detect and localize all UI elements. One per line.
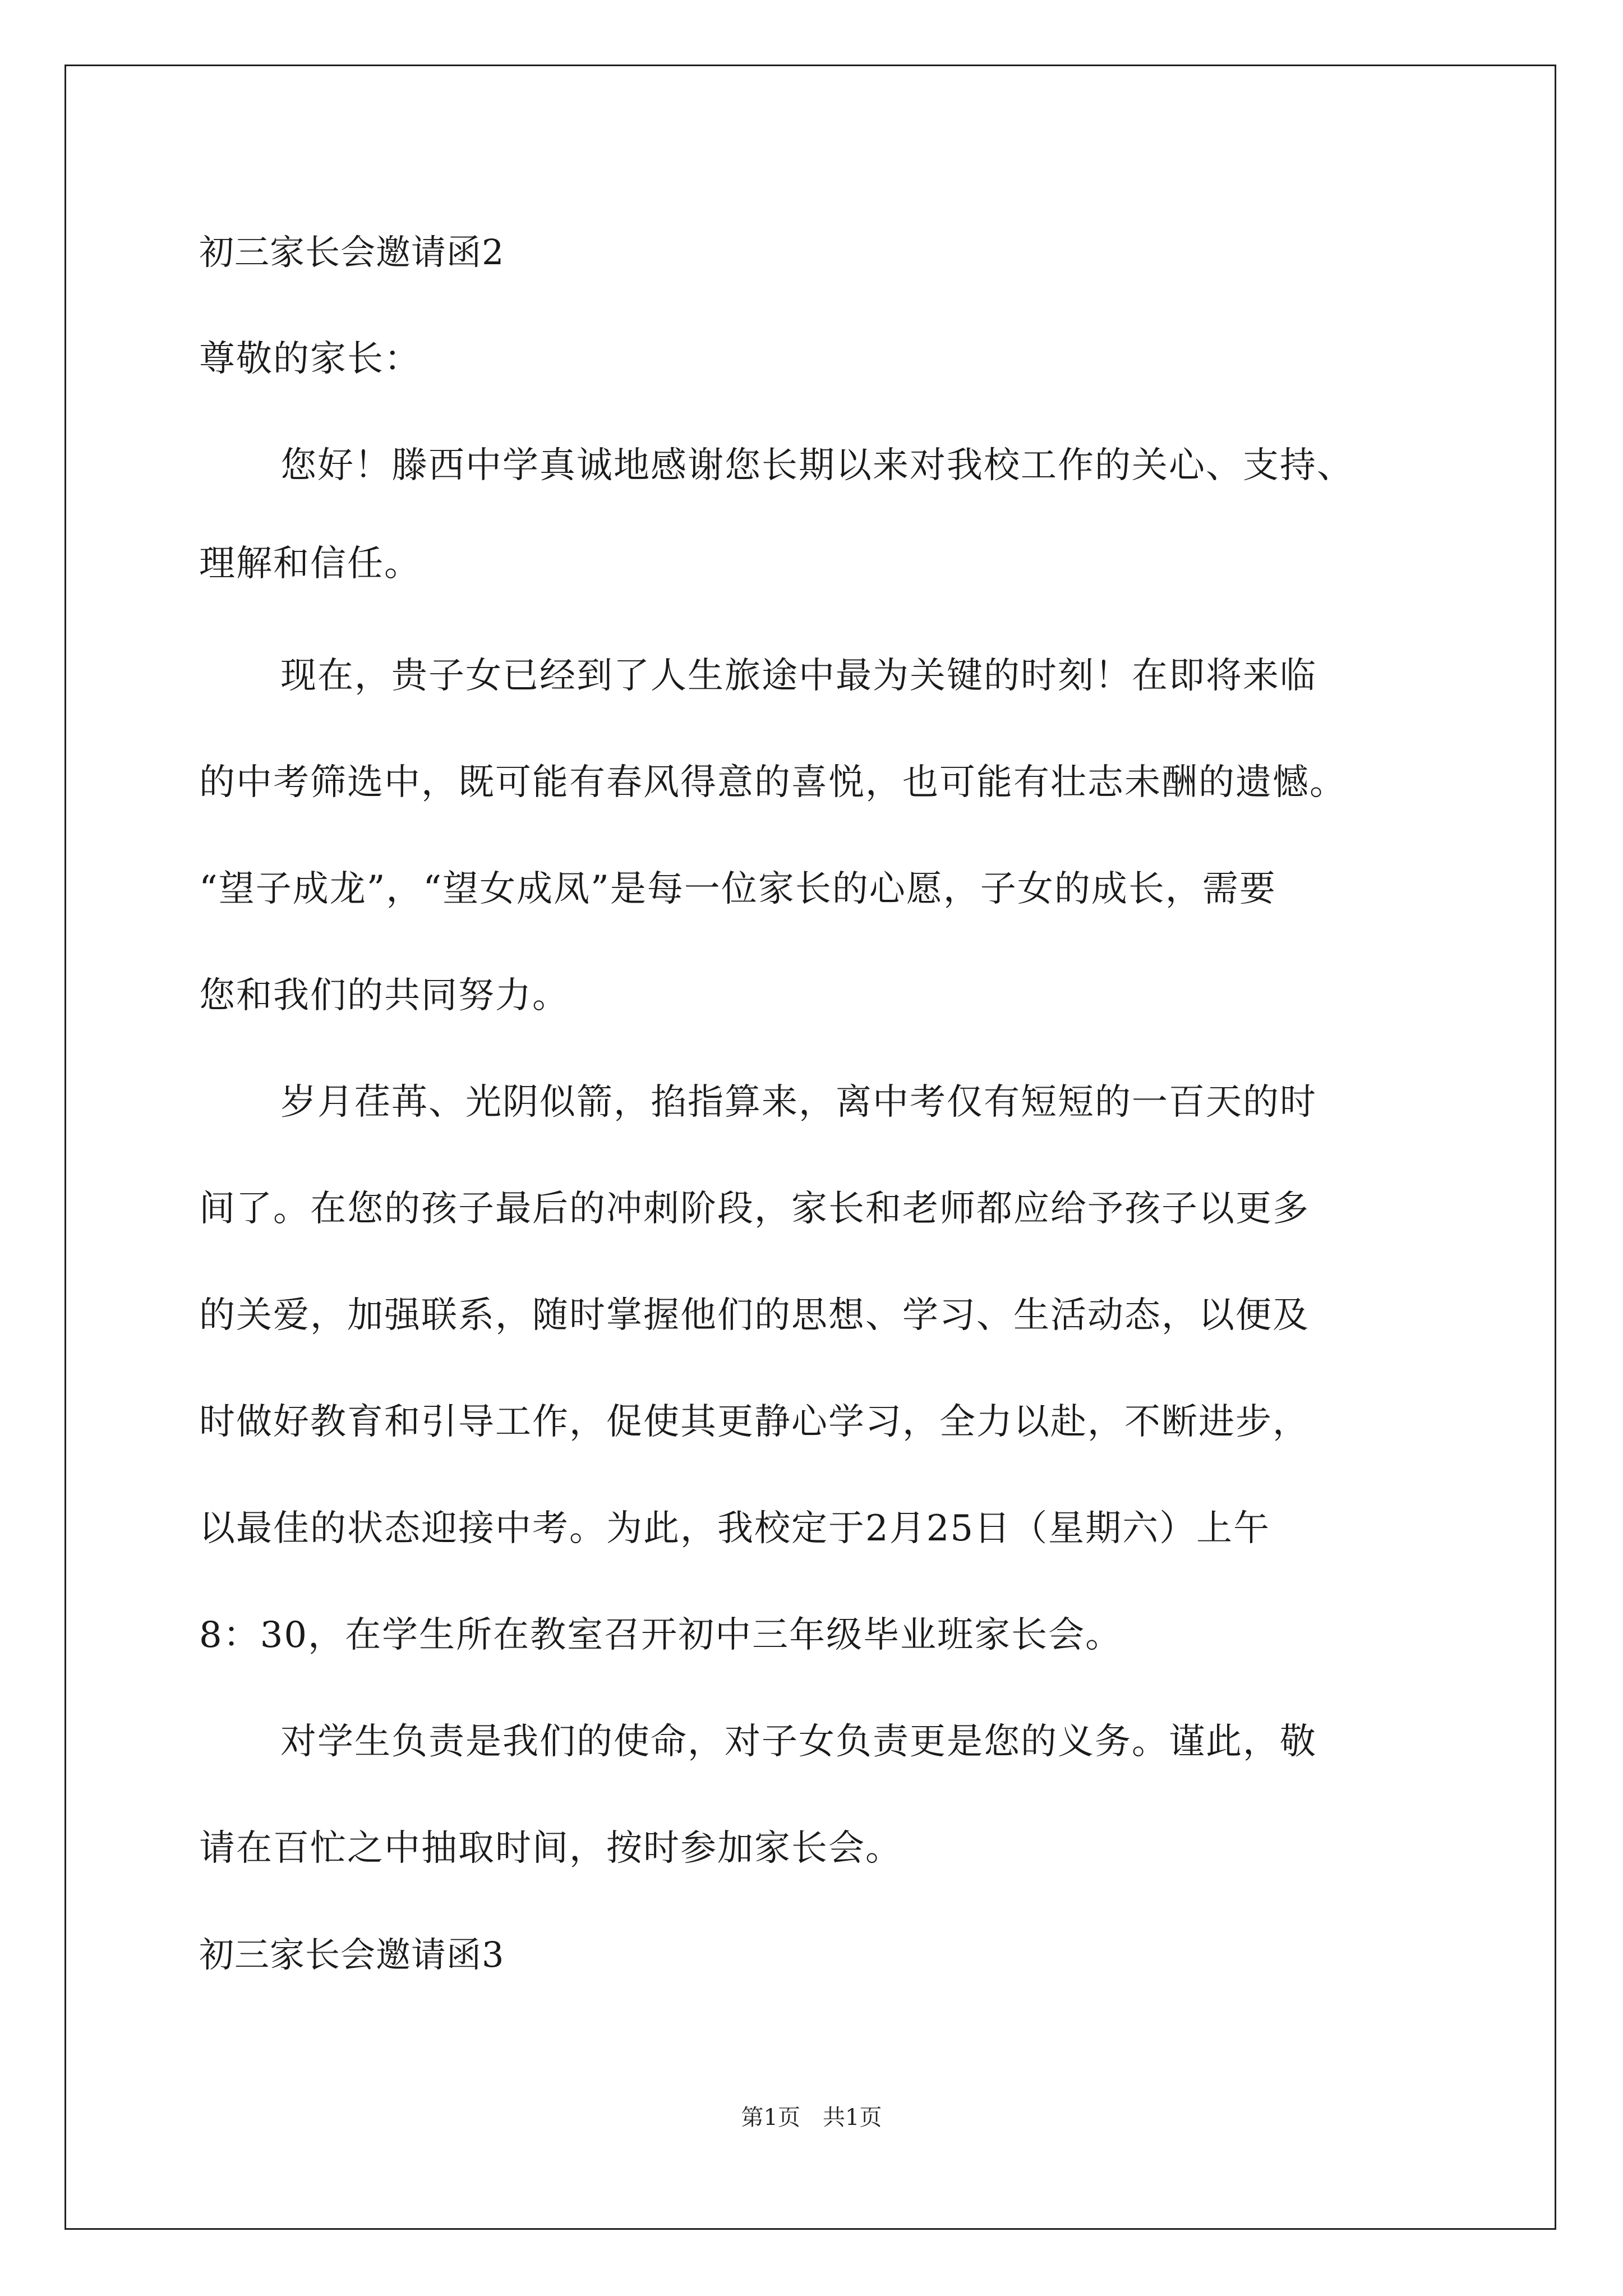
paragraph-line: 您好！滕西中学真诚地感谢您长期以来对我校工作的关心、支持、 [280, 445, 1354, 486]
section-heading-3: 初三家长会邀请函3 [199, 1934, 505, 1975]
paragraph-line: 岁月荏苒、光阴似箭，掐指算来，离中考仅有短短的一百天的时 [280, 1082, 1317, 1123]
page-frame [64, 65, 1556, 2230]
section-heading-2: 初三家长会邀请函2 [199, 232, 505, 273]
paragraph-line: 理解和信任。 [199, 543, 421, 585]
paragraph-line: 的中考筛选中，既可能有春风得意的喜悦，也可能有壮志未酬的遗憾。 [199, 762, 1347, 803]
paragraph-line: 现在，贵子女已经到了人生旅途中最为关键的时刻！在即将来临 [280, 655, 1317, 697]
paragraph-line: 对学生负责是我们的使命，对子女负责更是您的义务。谨此，敬 [280, 1721, 1317, 1763]
paragraph-line: 以最佳的状态迎接中考。为此，我校定于2月25日（星期六）上午 [199, 1508, 1271, 1549]
paragraph-line: 间了。在您的孩子最后的冲刺阶段，家长和老师都应给予孩子以更多 [199, 1188, 1310, 1230]
page-number-footer: 第1页 共1页 [741, 2105, 882, 2131]
paragraph-line: 的关爱，加强联系，随时掌握他们的思想、学习、生活动态，以便及 [199, 1295, 1310, 1336]
paragraph-line: 您和我们的共同努力。 [199, 975, 569, 1016]
paragraph-line: 8：30，在学生所在教室召开初中三年级毕业班家长会。 [199, 1614, 1123, 1656]
paragraph-line: “望子成龙”，“望女成凤”是每一位家长的心愿，子女的成长，需要 [199, 868, 1276, 910]
paragraph-line: 请在百忙之中抽取时间，按时参加家长会。 [199, 1828, 902, 1869]
salutation: 尊敬的家长： [199, 338, 421, 380]
paragraph-line: 时做好教育和引导工作，促使其更静心学习，全力以赴，不断进步， [199, 1401, 1310, 1443]
